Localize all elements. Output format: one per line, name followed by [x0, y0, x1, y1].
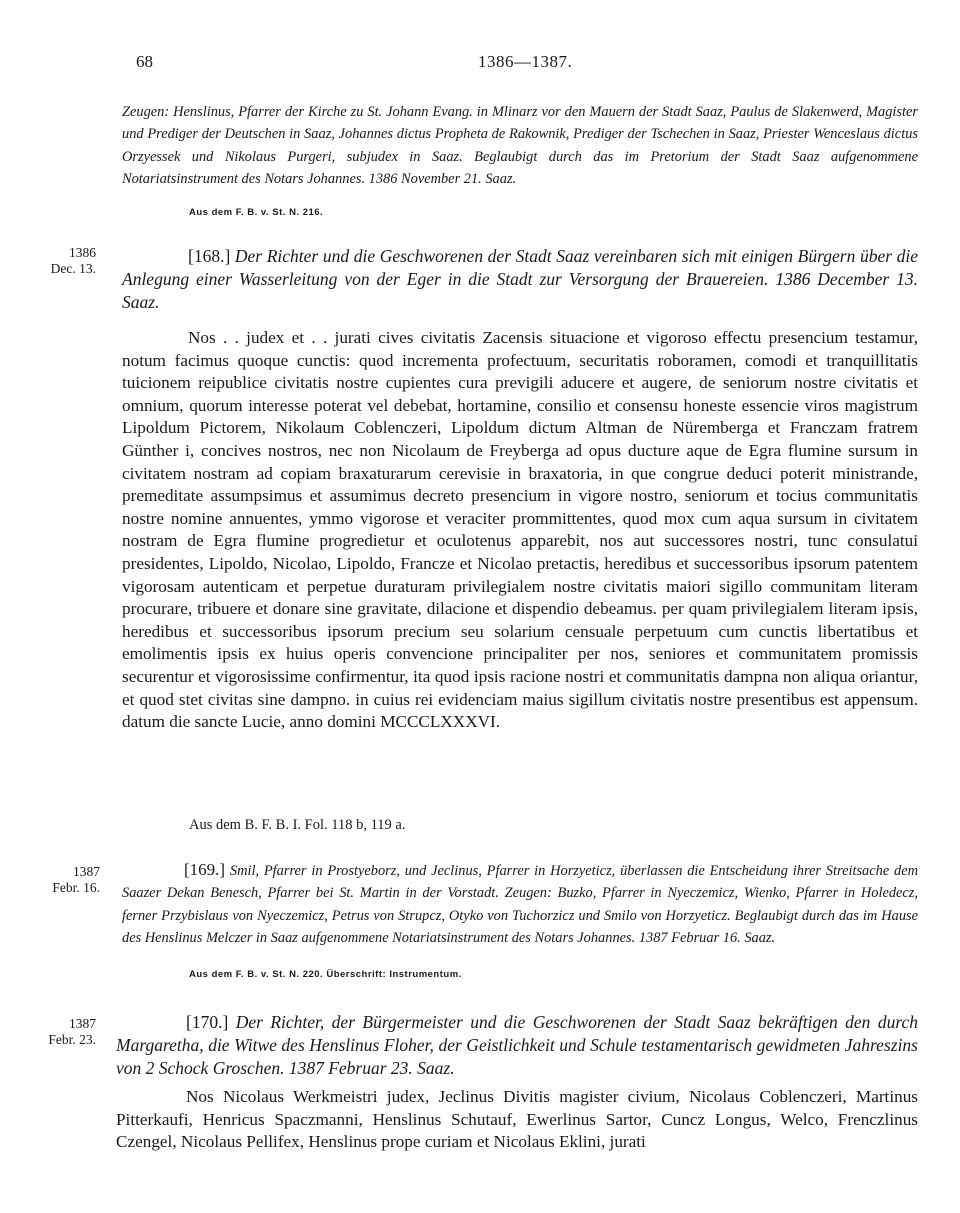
entry-169-source: Aus dem F. B. v. St. N. 220. Überschrift: Instrumentum.: [189, 969, 462, 980]
entry-168-margin-year: 1386: [69, 245, 96, 260]
entry-169-regest-text: Smil, Pfarrer in Prostyeborz, und Jeclinus, Pfarrer in Horzyeticz, überlassen die Entscheidung ihrer Streitsache dem Saazer Dekan Benesch, Pfarrer bei St. Martin in der Vorstadt. Zeugen: Buzko, Pfarrer in Nyeczemicz, Wienko, Pfarrer in Holedecz, ferner Przybislaus von Nyeczemicz, Petrus von Strupcz, Otyko von Tuchorzicz und Smilo von Horzyeticz. Beglaubigt durch das im Hause des Henslinus Melczer in Saaz aufgenommene Notariatsinstrument des Notars Johannes. 1387 Februar 16. Saaz.: [122, 863, 918, 947]
page-number: 68: [136, 52, 153, 71]
entry-170-margin-year: 1387: [69, 1016, 96, 1031]
running-head: 1386—1387.: [478, 52, 573, 71]
entry-167-regest: Zeugen: Henslinus, Pfarrer der Kirche zu St. Johann Evang. in Mlinarz vor den Mauern der Stadt Saaz, Paulus de Slakenwerd, Magister und Prediger der Deutschen in Saaz, Johannes dictus Propheta de Rakownik, Prediger der Tschechen in Saaz, Priester Wenceslaus dictus Orzyessek und Nikolaus Purgeri, subjudex in Saaz. Beglaubigt durch das im Pretorium der Stadt Saaz aufgenommene Notariatsinstrument des Notars Johannes. 1386 November 21. Saaz.: [122, 104, 918, 188]
entry-170-margin-day: Febr. 23.: [48, 1032, 96, 1047]
entry-168-text: Nos . . judex et . . jurati cives civitatis Zacensis situacione et vigoroso effectu presencium testamur, notum facimus quoque cunctis: quod incrementa profectuum, securitatis roboramen, comodi et tranquillitatis tuicionem reipublice civitatis nostre cupientes cura previgili aducere et augere, de seniorum nostre civitatis et omnium, quorum interesse poterat vel debebat, hortamine, consilio et consensu honeste essencie viros magistrum Lipoldum Pictorem, Nikolaum Coblenczeri, Lipoldum dictum Altman de Nüremberga et Franczam fratrem Günther i, concives nostros, nec non Nicolaum de Freyberga ad opus ducture aque de Egra flumine sursum in civitatem nostram ad copiam braxaturarum cerevisie in braxatoria, in que congrue deduci poterit ministrande, premeditate assumpsimus et assumimus decreto presencium in vigore nostro, seniorum et tocius communitatis nostre nomine annuentes, ymmo vigorose et veraciter prommittentes, quod mox cum aqua sursum in civitatem nostram de Egra flumine progredietur et oculotenus apparebit, nos aut successores nostri, tunc consulatui presidentes, Lipoldo, Nicolao, Lipoldo, Francze et Nicolao pretactis, heredibus et successoribus ipsorum patentem vigorosam autenticam et perpetue duraturam privilegialem nostre civitatis maiori sigillo communitam literam procurare, tribuere et donare sine gravitate, dilacione et dispendio debeamus. per quam privilegialem literam ipsis, heredibus et successoribus ipsorum precium seu solarium censuale perpetuum cum cunctis libertatibus et emolimentis ipsis ex huius operis convencione principaliter per nos, seniores et communitatem promissis securentur et vigorosissime confirmentur, ita quod ipsis racione nostri et communitatis dampna non aliqua oriantur, et quod stet civitas sine dampno. in cuius rei evidenciam maius sigillum civitatis nostre presentibus est appensum. datum die sancte Lucie, anno domini MCCCLXXXVI.: [122, 328, 918, 732]
entry-168-number: [168.]: [188, 246, 231, 266]
entry-170-regest-text: Der Richter, der Bürgermeister und die Geschworenen der Stadt Saaz bekräftigen den durch Margaretha, die Witwe des Henslinus Floher, der Geistlichkeit und Schule testamentarisch gewidmeten Jahreszins von 2 Schock Groschen. 1387 Februar 23. Saaz.: [116, 1012, 919, 1078]
entry-169-margin-year: 1387: [73, 864, 100, 879]
entry-168-regest: [122, 245, 918, 314]
entry-169-number: [169.]: [184, 860, 226, 879]
entry-169-margin-date: [44, 864, 100, 896]
entry-170-text: Nos Nicolaus Werkmeistri judex, Jeclinus Divitis magister civium, Nicolaus Coblenczeri, Martinus Pitterkaufi, Henricus Spaczmanni, Henslinus Schutauf, Ewerlinus Sartor, Cuncz Longus, Welco, Frenczlinus Czengel, Nicolaus Pellifex, Henslinus prope curiam et Nicolaus Eklini, jurati: [116, 1087, 918, 1152]
entry-170-regest: [116, 1011, 918, 1080]
entry-169-margin-day: Febr. 16.: [52, 880, 100, 895]
entry-168-source: Aus dem B. F. B. I. Fol. 118 b, 119 a.: [189, 817, 406, 833]
entry-168-margin-day: Dec. 13.: [50, 261, 96, 276]
entry-168-regest-text: Der Richter und die Geschworenen der Stadt Saaz vereinbaren sich mit einigen Bürgern über die Anlegung einer Wasserleitung von der Eger in die Stadt zur Versorgung der Brauereien. 1386 December 13. Saaz.: [122, 246, 919, 312]
entry-170-margin-date: [40, 1016, 96, 1048]
entry-167-source: Aus dem F. B. v. St. N. 216.: [189, 207, 324, 218]
entry-169-regest: [122, 859, 918, 950]
entry-170-number: [170.]: [186, 1012, 229, 1032]
entry-168-margin-date: [40, 245, 96, 277]
